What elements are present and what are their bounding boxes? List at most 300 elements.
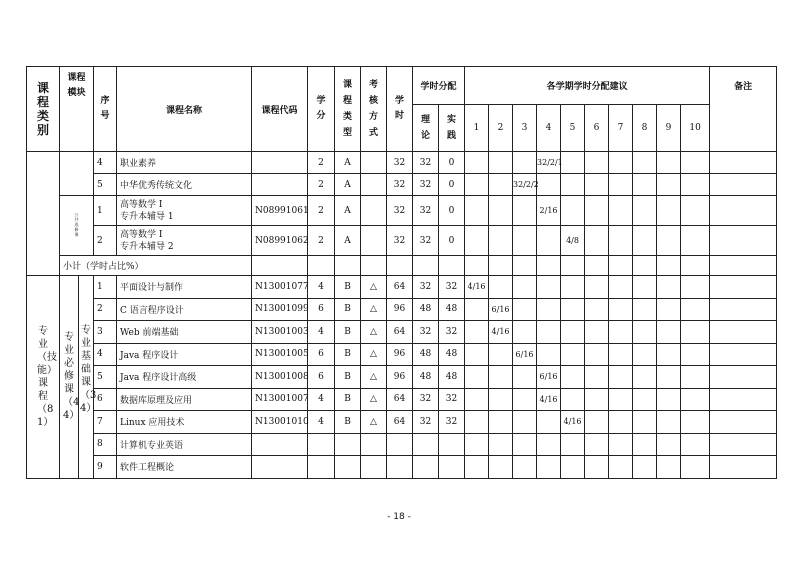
cell-theory: 32 (413, 411, 439, 434)
cell-semester-2 (489, 411, 513, 434)
cell-type: B (335, 298, 361, 321)
cell-credit: 4 (308, 411, 335, 434)
cell-name: 计算机专业英语 (117, 433, 252, 456)
cell-practice: 0 (439, 196, 465, 226)
cell-semester-9 (657, 226, 681, 256)
cell-seq: 1 (94, 196, 117, 226)
cell-code: N13001010 (252, 411, 308, 434)
cell-theory (413, 433, 439, 456)
cell-type: B (335, 411, 361, 434)
cell-code: N13001007 (252, 388, 308, 411)
header-module: 课程模块 (60, 67, 94, 152)
cell-semester-6 (585, 226, 609, 256)
cell-semester-4: 4/16 (537, 388, 561, 411)
cell-type: A (335, 196, 361, 226)
cell-seq: 5 (94, 174, 117, 196)
table-row (27, 276, 777, 299)
cell-exam (361, 196, 387, 226)
cell-semester-7 (609, 226, 633, 256)
cell-semester-5 (561, 196, 585, 226)
header-semester-1: 1 (465, 105, 489, 152)
cell-practice: 48 (439, 366, 465, 389)
cell-semester-6 (585, 388, 609, 411)
cell-theory: 48 (413, 298, 439, 321)
cell-exam: △ (361, 411, 387, 434)
header-code: 课程代码 (252, 67, 308, 152)
cell-type: B (335, 366, 361, 389)
cell-type: A (335, 152, 361, 174)
cell-code (252, 152, 308, 174)
cell-code: N08991061 (252, 196, 308, 226)
cell-semester-5 (561, 433, 585, 456)
cell-semester-4 (537, 456, 561, 479)
cell-semester-7 (609, 343, 633, 366)
cell-note (710, 174, 777, 196)
header-hours-dist: 学时分配 (413, 67, 465, 105)
table-row (27, 152, 777, 174)
cell-name: Web 前端基础 (117, 321, 252, 344)
cell-practice: 48 (439, 343, 465, 366)
cell-semester-6 (585, 343, 609, 366)
cell-practice: 0 (439, 174, 465, 196)
cell-semester-10 (681, 456, 710, 479)
cell-semester-9 (657, 366, 681, 389)
cell-semester-6 (585, 366, 609, 389)
cell-practice: 0 (439, 226, 465, 256)
cell-name: Java 程序设计 (117, 343, 252, 366)
table-row (27, 456, 777, 479)
category-label: 专业（技能）课程（81） (37, 325, 57, 428)
cell-credit: 2 (308, 226, 335, 256)
cell-semester-10 (681, 411, 710, 434)
cell-hours: 64 (387, 411, 413, 434)
cell-code (252, 456, 308, 479)
cell-credit: 2 (308, 152, 335, 174)
cell-hours: 64 (387, 388, 413, 411)
cell-hours: 32 (387, 196, 413, 226)
cell-theory: 32 (413, 226, 439, 256)
header-semester-9: 9 (657, 105, 681, 152)
cell-code: N13001003 (252, 321, 308, 344)
table-row (27, 174, 777, 196)
cell-semester-6 (585, 321, 609, 344)
cell-semester-8 (633, 411, 657, 434)
header-semester-5: 5 (561, 105, 585, 152)
cell-semester-3 (513, 388, 537, 411)
cell-semester-1 (465, 411, 489, 434)
cell-semester-9 (657, 343, 681, 366)
cell-semester-3 (513, 226, 537, 256)
cell-empty (308, 256, 335, 276)
cell-theory (413, 456, 439, 479)
cell-semester-9 (657, 276, 681, 299)
cell-semester-4: 2/16 (537, 196, 561, 226)
cell-semester-8 (633, 196, 657, 226)
cell-semester-7 (609, 388, 633, 411)
cell-semester-1 (465, 343, 489, 366)
table-row (27, 366, 777, 389)
cell-semester-6 (585, 411, 609, 434)
table-row (27, 321, 777, 344)
cell-empty (465, 256, 489, 276)
cell-semester-5 (561, 366, 585, 389)
cell-semester-5 (561, 298, 585, 321)
cell-credit: 4 (308, 321, 335, 344)
cell-code: N13001008 (252, 366, 308, 389)
cell-code: N08991062 (252, 226, 308, 256)
header-practice: 实践 (439, 105, 465, 152)
cell-semester-1 (465, 321, 489, 344)
header-theory: 理论 (413, 105, 439, 152)
cell-note (710, 226, 777, 256)
cell-semester-6 (585, 456, 609, 479)
table-row (27, 298, 777, 321)
header-category: 课程类别 (27, 67, 60, 152)
cell-practice: 0 (439, 152, 465, 174)
cell-exam (361, 433, 387, 456)
subtotal-row (27, 256, 777, 276)
cell-subtotal-label: 小计（学时占比%） (60, 256, 252, 276)
cell-semester-7 (609, 411, 633, 434)
cell-code (252, 174, 308, 196)
cell-type: A (335, 174, 361, 196)
cell-name-line2: 专升本辅导 2 (120, 241, 174, 252)
cell-hours: 32 (387, 152, 413, 174)
cell-semester-4 (537, 226, 561, 256)
cell-semester-4 (537, 321, 561, 344)
cell-credit (308, 456, 335, 479)
cell-seq: 2 (94, 226, 117, 256)
cell-semester-10 (681, 226, 710, 256)
table-row (27, 433, 777, 456)
cell-semester-2 (489, 366, 513, 389)
cell-semester-7 (609, 196, 633, 226)
cell-semester-8 (633, 226, 657, 256)
cell-type: B (335, 321, 361, 344)
cell-semester-2 (489, 456, 513, 479)
cell-note (710, 196, 777, 226)
header-semester-dist: 各学期学时分配建议 (465, 67, 710, 105)
cell-semester-7 (609, 321, 633, 344)
cell-hours: 96 (387, 298, 413, 321)
header-name: 课程名称 (117, 67, 252, 152)
cell-semester-5 (561, 174, 585, 196)
cell-name: C 语言程序设计 (117, 298, 252, 321)
cell-seq: 9 (94, 456, 117, 479)
cell-seq: 4 (94, 152, 117, 174)
table-row (27, 343, 777, 366)
cell-semester-4 (537, 298, 561, 321)
cell-note (710, 343, 777, 366)
cell-semester-1 (465, 196, 489, 226)
cell-practice: 32 (439, 388, 465, 411)
cell-empty (609, 256, 633, 276)
cell-credit: 4 (308, 276, 335, 299)
table-row (27, 388, 777, 411)
cell-semester-4 (537, 276, 561, 299)
cell-note (710, 411, 777, 434)
cell-credit: 6 (308, 298, 335, 321)
cell-semester-4: 6/16 (537, 366, 561, 389)
header-semester-3: 3 (513, 105, 537, 152)
cell-semester-10 (681, 321, 710, 344)
cell-practice (439, 456, 465, 479)
cell-semester-3 (513, 276, 537, 299)
cell-seq: 8 (94, 433, 117, 456)
cell-credit: 4 (308, 388, 335, 411)
cell-exam (361, 226, 387, 256)
cell-seq: 7 (94, 411, 117, 434)
cell-hours: 64 (387, 276, 413, 299)
header-credit: 学分 (308, 67, 335, 152)
cell-empty (633, 256, 657, 276)
cell-semester-7 (609, 152, 633, 174)
cell-credit: 2 (308, 174, 335, 196)
cell-seq: 2 (94, 298, 117, 321)
cell-semester-1: 4/16 (465, 276, 489, 299)
cell-semester-2 (489, 276, 513, 299)
cell-semester-8 (633, 366, 657, 389)
cell-semester-3 (513, 321, 537, 344)
cell-practice (439, 433, 465, 456)
cell-hours: 96 (387, 366, 413, 389)
cell-semester-4 (537, 174, 561, 196)
cell-note (710, 456, 777, 479)
cell-module (60, 276, 79, 479)
cell-empty (710, 256, 777, 276)
cell-semester-8 (633, 152, 657, 174)
cell-semester-10 (681, 298, 710, 321)
cell-name: 中华优秀传统文化 (117, 174, 252, 196)
cell-note (710, 321, 777, 344)
cell-semester-4 (537, 433, 561, 456)
cell-type (335, 456, 361, 479)
cell-semester-5: 4/16 (561, 411, 585, 434)
cell-semester-3 (513, 411, 537, 434)
cell-sub-module (60, 196, 94, 256)
cell-name: Linux 应用技术 (117, 411, 252, 434)
cell-seq: 1 (94, 276, 117, 299)
cell-semester-1 (465, 298, 489, 321)
cell-empty (537, 256, 561, 276)
header-note: 备注 (710, 67, 777, 152)
cell-name: Java 程序设计高级 (117, 366, 252, 389)
cell-semester-9 (657, 433, 681, 456)
cell-semester-7 (609, 276, 633, 299)
cell-semester-1 (465, 152, 489, 174)
cell-hours (387, 456, 413, 479)
header-semester-8: 8 (633, 105, 657, 152)
table-row (27, 226, 777, 256)
header-hours: 学时 (387, 67, 413, 152)
cell-name: 职业素养 (117, 152, 252, 174)
cell-empty (252, 256, 308, 276)
cell-empty (335, 256, 361, 276)
cell-semester-5 (561, 276, 585, 299)
cell-seq: 5 (94, 366, 117, 389)
cell-practice: 32 (439, 411, 465, 434)
cell-semester-3 (513, 152, 537, 174)
cell-theory: 48 (413, 366, 439, 389)
cell-semester-8 (633, 456, 657, 479)
cell-semester-10 (681, 366, 710, 389)
cell-practice: 48 (439, 298, 465, 321)
cell-credit: 6 (308, 366, 335, 389)
table-row (27, 411, 777, 434)
cell-semester-6 (585, 196, 609, 226)
cell-semester-6 (585, 152, 609, 174)
cell-hours: 32 (387, 174, 413, 196)
header-semester-4: 4 (537, 105, 561, 152)
cell-name-line2: 专升本辅导 1 (120, 211, 174, 222)
header-exam: 考核方式 (361, 67, 387, 152)
cell-semester-8 (633, 321, 657, 344)
cell-semester-5 (561, 456, 585, 479)
cell-semester-4: 32/2/1 (537, 152, 561, 174)
cell-hours: 96 (387, 343, 413, 366)
cell-note (710, 433, 777, 456)
cell-semester-8 (633, 388, 657, 411)
cell-category-continued (27, 152, 60, 276)
cell-theory: 32 (413, 321, 439, 344)
cell-semester-10 (681, 343, 710, 366)
cell-type: B (335, 343, 361, 366)
cell-hours: 64 (387, 321, 413, 344)
cell-note (710, 276, 777, 299)
header-type: 课程类型 (335, 67, 361, 152)
header-seq: 序号 (94, 67, 117, 152)
cell-semester-9 (657, 388, 681, 411)
cell-practice: 32 (439, 276, 465, 299)
cell-semester-10 (681, 152, 710, 174)
cell-empty (439, 256, 465, 276)
cell-semester-2 (489, 196, 513, 226)
cell-semester-7 (609, 174, 633, 196)
cell-empty (387, 256, 413, 276)
cell-semester-2: 6/16 (489, 298, 513, 321)
cell-code: N13001005 (252, 343, 308, 366)
cell-credit (308, 433, 335, 456)
cell-semester-1 (465, 388, 489, 411)
cell-semester-6 (585, 174, 609, 196)
cell-empty (413, 256, 439, 276)
cell-empty (657, 256, 681, 276)
cell-semester-8 (633, 433, 657, 456)
cell-theory: 32 (413, 152, 439, 174)
cell-practice: 32 (439, 321, 465, 344)
cell-empty (513, 256, 537, 276)
page-number: - 18 - (387, 512, 411, 522)
cell-semester-2: 4/16 (489, 321, 513, 344)
cell-semester-10 (681, 276, 710, 299)
cell-theory: 32 (413, 276, 439, 299)
cell-name-line1: 高等数学 I (120, 199, 163, 210)
cell-semester-8 (633, 298, 657, 321)
cell-name: 软件工程概论 (117, 456, 252, 479)
cell-credit: 6 (308, 343, 335, 366)
cell-credit: 2 (308, 196, 335, 226)
cell-semester-9 (657, 411, 681, 434)
cell-semester-1 (465, 226, 489, 256)
sub-module-label: 公共选修课 (74, 212, 79, 237)
cell-name: 平面设计与制作 (117, 276, 252, 299)
cell-seq: 6 (94, 388, 117, 411)
cell-semester-3: 32/2/2 (513, 174, 537, 196)
cell-semester-10 (681, 174, 710, 196)
cell-theory: 32 (413, 388, 439, 411)
cell-semester-3 (513, 196, 537, 226)
cell-semester-1 (465, 433, 489, 456)
cell-seq: 4 (94, 343, 117, 366)
cell-semester-9 (657, 298, 681, 321)
cell-semester-3 (513, 456, 537, 479)
cell-semester-7 (609, 298, 633, 321)
cell-exam: △ (361, 388, 387, 411)
cell-code (252, 433, 308, 456)
cell-semester-9 (657, 174, 681, 196)
cell-semester-2 (489, 152, 513, 174)
cell-semester-10 (681, 388, 710, 411)
curriculum-table (26, 66, 777, 479)
cell-module-continued (60, 152, 94, 196)
cell-hours (387, 433, 413, 456)
cell-semester-9 (657, 152, 681, 174)
cell-note (710, 298, 777, 321)
cell-exam (361, 456, 387, 479)
cell-semester-6 (585, 276, 609, 299)
cell-exam (361, 174, 387, 196)
cell-exam: △ (361, 343, 387, 366)
cell-empty (489, 256, 513, 276)
cell-note (710, 366, 777, 389)
cell-semester-2 (489, 433, 513, 456)
cell-empty (681, 256, 710, 276)
cell-semester-10 (681, 196, 710, 226)
cell-semester-2 (489, 343, 513, 366)
cell-semester-8 (633, 276, 657, 299)
cell-semester-5 (561, 343, 585, 366)
cell-code: N13001099 (252, 298, 308, 321)
cell-semester-5 (561, 152, 585, 174)
cell-theory: 32 (413, 174, 439, 196)
cell-semester-3 (513, 433, 537, 456)
cell-semester-6 (585, 298, 609, 321)
table-row (27, 196, 777, 226)
header-semester-6: 6 (585, 105, 609, 152)
cell-semester-6 (585, 433, 609, 456)
cell-theory: 32 (413, 196, 439, 226)
cell-semester-7 (609, 456, 633, 479)
cell-hours: 32 (387, 226, 413, 256)
cell-empty (361, 256, 387, 276)
cell-note (710, 152, 777, 174)
cell-semester-9 (657, 321, 681, 344)
cell-semester-4 (537, 411, 561, 434)
cell-semester-1 (465, 174, 489, 196)
cell-name-line1: 高等数学 I (120, 229, 163, 240)
cell-seq: 3 (94, 321, 117, 344)
cell-semester-9 (657, 196, 681, 226)
cell-semester-3 (513, 366, 537, 389)
cell-semester-1 (465, 366, 489, 389)
cell-semester-10 (681, 433, 710, 456)
cell-type: B (335, 388, 361, 411)
cell-semester-4 (537, 343, 561, 366)
cell-semester-2 (489, 226, 513, 256)
cell-code: N13001077 (252, 276, 308, 299)
cell-type: B (335, 276, 361, 299)
cell-semester-5 (561, 388, 585, 411)
